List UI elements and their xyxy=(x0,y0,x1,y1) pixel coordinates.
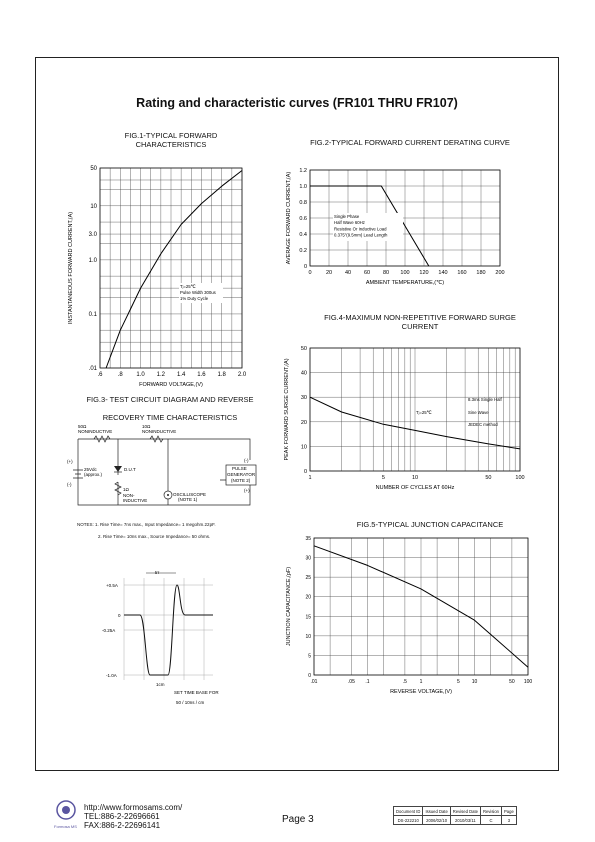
y-tick-label: 0.6 xyxy=(299,216,307,222)
x-tick-label: .05 xyxy=(347,679,355,685)
x-tick-label: .5 xyxy=(402,679,407,685)
fig3-circuit xyxy=(60,420,290,520)
label-timebase: SET TIME BASE FOR xyxy=(174,690,219,695)
x-tick-label: 160 xyxy=(457,270,467,276)
y-tick-label: 10 xyxy=(300,444,307,451)
revised-date-header: Revised Date xyxy=(450,807,480,816)
label-non: NON- xyxy=(123,493,135,498)
company-logo xyxy=(52,798,80,830)
y-tick-label: 0.1 xyxy=(88,311,97,318)
page-title: Rating and characteristic curves (FR101 THRU FR107) xyxy=(136,96,458,110)
label-zero: 0 xyxy=(118,613,121,618)
x-tick-label: .1 xyxy=(365,679,370,685)
label-r1: 1Ω xyxy=(123,487,129,492)
doc-info-value-row xyxy=(394,816,517,825)
x-axis-label: NUMBER OF CYCLES AT 60Hz xyxy=(375,485,455,491)
label-minus025: -0.25A xyxy=(102,628,116,633)
doc-info-table xyxy=(393,806,517,825)
y-tick-label: 10 xyxy=(305,633,311,640)
label-noninductive-2: NONINDUCTIVE xyxy=(142,429,177,434)
x-tick-label: 10 xyxy=(411,475,419,481)
x-tick-label: 5 xyxy=(381,475,385,481)
x-tick-label: 50 xyxy=(509,679,515,685)
fig5-chart xyxy=(280,534,540,704)
label-note2: (NOTE 2) xyxy=(231,478,251,483)
y-tick-label: 50 xyxy=(300,346,307,352)
x-tick-label: 1.2 xyxy=(156,372,166,378)
x-tick-label: 180 xyxy=(476,270,486,276)
annotation-text: Tⱼ=25℃ xyxy=(416,410,432,415)
annotation-text: 1% Duty Cycle xyxy=(180,296,209,301)
fig3-note-2: 2. Rise Time= 10ns max., Source Impedance= 50 ohms. xyxy=(98,534,211,539)
label-approx: (approx.) xyxy=(84,472,103,477)
x-tick-label: 200 xyxy=(495,270,505,276)
page-value: 3 xyxy=(502,816,517,825)
label-pg-plus: (+) xyxy=(244,488,250,493)
fig3-title: FIG.3- TEST CIRCUIT DIAGRAM AND REVERSE RECOVERY TIME CHARACTERISTICS xyxy=(86,395,254,422)
annotation-text: 8.3ms Single Half xyxy=(468,397,502,402)
label-minus: (-) xyxy=(67,482,72,487)
y-tick-label: 0 xyxy=(303,469,307,475)
x-tick-label: 20 xyxy=(325,270,333,276)
x-tick-label: 100 xyxy=(400,270,410,276)
page-header: Page xyxy=(502,807,517,816)
footer-tel: TEL:886-2-22696661 xyxy=(84,812,160,821)
fig1-title xyxy=(96,131,246,149)
annotation-text: 0.375"(9.5mm) Lead Length xyxy=(334,232,388,238)
issued-date-header: Issued Date xyxy=(423,807,450,816)
doc-id-header: Document ID xyxy=(394,807,423,816)
label-dut: D.U.T xyxy=(124,467,136,472)
y-tick-label: 0.8 xyxy=(299,200,307,206)
y-tick-label: 1.2 xyxy=(299,168,307,174)
y-tick-label: 0.4 xyxy=(299,232,307,238)
fig2-title: FIG.2-TYPICAL FORWARD CURRENT DERATING CURVE xyxy=(310,138,510,147)
oscilloscope-icon xyxy=(164,491,172,499)
revised-date-value: 2010/03/11 xyxy=(450,816,480,825)
x-tick-label: 1.8 xyxy=(217,372,226,378)
logo-text: Formosa MS xyxy=(54,824,77,829)
x-tick-label: 2.0 xyxy=(237,372,247,378)
y-tick-label: 5 xyxy=(308,653,311,660)
label-generator: GENERATOR xyxy=(227,472,256,477)
annotation-text: Pulse Width 300us xyxy=(180,290,216,295)
x-tick-label: 10 xyxy=(471,679,478,685)
x-tick-label: .8 xyxy=(117,372,123,378)
y-tick-label: 10 xyxy=(90,203,97,210)
annotation-text: Tⱼ=25℃ xyxy=(180,284,196,289)
doc-id-value: DS-222210 xyxy=(394,816,423,825)
diode-icon xyxy=(114,466,122,472)
page-number: Page 3 xyxy=(282,814,314,825)
x-tick-label: 1.0 xyxy=(136,372,145,378)
fig4-title: FIG.4-MAXIMUM NON-REPETITIVE FORWARD SURGE CURRENT xyxy=(324,313,516,331)
issued-date-value: 2006/02/10 xyxy=(423,816,450,825)
fig1-title-text: FIG.1-TYPICAL FORWARD CHARACTERISTICS xyxy=(124,131,218,149)
x-tick-label: 100 xyxy=(515,475,525,481)
x-tick-label: 40 xyxy=(344,270,352,276)
y-tick-label: 30 xyxy=(305,555,311,562)
y-tick-label: 15 xyxy=(305,614,311,621)
x-tick-label: 5 xyxy=(457,679,460,685)
fig1-chart xyxy=(60,158,260,388)
fig4-chart xyxy=(280,340,540,500)
y-tick-label: 3.0 xyxy=(88,232,97,239)
footer-url[interactable]: http://www.formosams.com/ xyxy=(84,803,183,812)
x-tick-label: .01 xyxy=(310,679,318,685)
annotation-text: JEDEC method xyxy=(468,422,498,427)
y-axis-label: INSTANTANEOUS FORWARD CURRENT,(A) xyxy=(68,211,74,325)
label-cm: 1cm xyxy=(156,682,165,687)
annotation-text: Single Phase xyxy=(334,214,360,219)
y-tick-label: 0 xyxy=(303,264,307,270)
x-tick-label: 1 xyxy=(308,475,312,481)
y-tick-label: 20 xyxy=(300,419,307,426)
y-tick-label: 1.0 xyxy=(88,257,97,264)
y-tick-label: 0.2 xyxy=(299,248,307,254)
fig3-waveform xyxy=(100,560,230,710)
label-vdc: 25Vdc xyxy=(84,467,97,472)
y-tick-label: 20 xyxy=(305,594,311,601)
x-tick-label: 140 xyxy=(438,270,448,276)
label-inductive: INDUCTIVE xyxy=(123,498,148,503)
y-tick-label: 40 xyxy=(300,370,307,377)
footer-fax: FAX:886-2-22696141 xyxy=(84,821,161,830)
y-tick-label: 35 xyxy=(305,536,311,542)
y-tick-label: 1.0 xyxy=(299,184,307,190)
x-tick-label: 80 xyxy=(382,270,390,276)
x-tick-label: 60 xyxy=(363,270,371,276)
y-axis-label: AVERAGE FORWARD CURRENT,(A) xyxy=(286,171,292,265)
label-minus1: -1.0A xyxy=(106,673,117,678)
y-axis-label: PEAK FORWARD SURGE CURRENT,(A) xyxy=(284,358,290,461)
label-timebase2: 50 / 10ns / cm xyxy=(176,700,205,705)
annotation-text: Sine Wave xyxy=(468,410,489,415)
label-noninductive-1: NONINDUCTIVE xyxy=(78,429,113,434)
annotation-text: Resistive Or Inductive Load xyxy=(334,226,387,232)
x-tick-label: 1 xyxy=(419,679,423,685)
y-axis-label: JUNCTION CAPACITANCE,(pF) xyxy=(286,566,292,647)
fig2-chart xyxy=(280,160,540,295)
fig5-title: FIG.5-TYPICAL JUNCTION CAPACITANCE xyxy=(356,520,504,529)
x-tick-label: 1.6 xyxy=(197,372,206,378)
x-tick-label: 1.4 xyxy=(176,372,186,378)
y-tick-label: 30 xyxy=(300,395,307,402)
label-trr: trr xyxy=(155,570,160,575)
x-axis-label: AMBIENT TEMPERATURE,(℃) xyxy=(365,280,445,286)
label-plus05: +0.5A xyxy=(106,583,118,588)
label-r50: 50Ω xyxy=(78,424,87,429)
revision-header: Revision xyxy=(480,807,501,816)
label-pg-minus: (-) xyxy=(244,458,249,463)
label-pulse: PULSE xyxy=(232,466,247,471)
doc-info-header-row xyxy=(394,807,517,816)
x-tick-label: 120 xyxy=(419,270,429,276)
x-axis-label: FORWARD VOLTAGE,(V) xyxy=(139,382,203,388)
fig3-note-1: NOTES: 1. Rise Time= 7ns max., Input Impedance= 1 megohm.22pF. xyxy=(77,522,216,527)
y-tick-label: 0 xyxy=(308,673,311,679)
x-tick-label: .6 xyxy=(97,372,103,378)
y-tick-label: .01 xyxy=(88,366,97,372)
revision-value: C xyxy=(480,816,501,825)
label-osc: OSCILLISCOPE xyxy=(173,492,207,497)
label-r10: 10Ω xyxy=(142,424,151,429)
y-tick-label: 25 xyxy=(305,575,311,582)
x-axis-label: REVERSE VOLTAGE,(V) xyxy=(390,689,452,695)
x-tick-label: 50 xyxy=(485,475,492,481)
annotation-text: Half Wave 60Hz xyxy=(334,220,365,226)
label-note1: (NOTE 1) xyxy=(178,497,198,502)
x-tick-label: 100 xyxy=(523,679,533,685)
y-tick-label: 50 xyxy=(90,166,97,172)
x-tick-label: 0 xyxy=(308,270,312,276)
label-plus: (+) xyxy=(67,459,73,464)
